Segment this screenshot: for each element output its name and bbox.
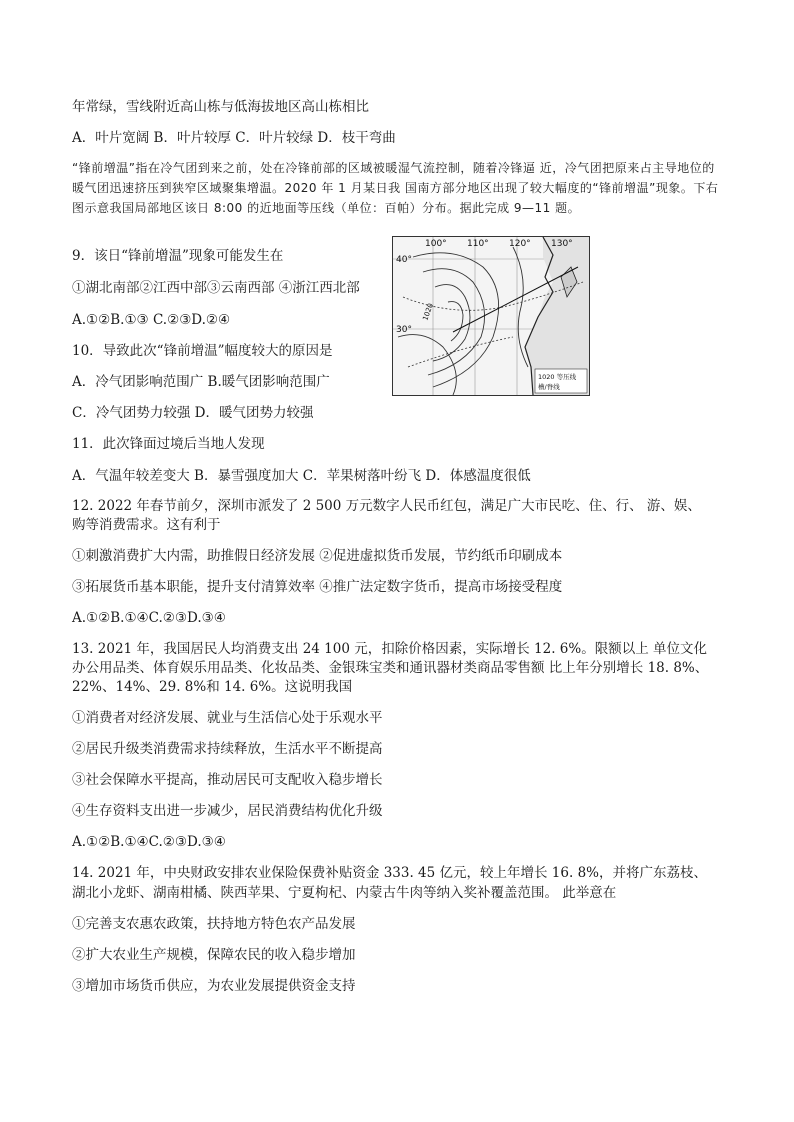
q9-stem: 9．该日“锋前增温”现象可能发生在 — [72, 248, 284, 264]
lat-label-30: 30° — [396, 325, 412, 335]
q14-option-1: ①完善支农惠农政策，扶持地方特色农产品发展 — [72, 916, 356, 932]
q9-options: ①湖北南部②江西中部③云南西部 ④浙江西北部 — [72, 280, 360, 296]
q13-option-3: ③社会保障水平提高，推动居民可支配收入稳步增长 — [72, 772, 383, 788]
lon-label-130: 130° — [551, 239, 573, 249]
q13-stem-cont: 办公用品类、体育娱乐用品类、化妆品类、金银珠宝类和通讯器材类商品零售额 比上年分别增长 18. 8%、 — [72, 660, 709, 676]
q10-options-cd: C．冷气团势力较强 D．暖气团势力较强 — [72, 405, 314, 421]
legend-front: 槽/脊线 — [538, 383, 560, 391]
lat-label-40: 40° — [396, 255, 412, 265]
q12-stem-cont: 购等消费需求。这有利于 — [72, 517, 221, 533]
isobar-map-graphic — [393, 237, 589, 395]
q13-stem-cont2: 22%、14%、29. 8%和 14. 6%。这说明我国 — [72, 679, 353, 695]
q12-option-2: ③拓展货币基本职能，提升支付清算效率 ④推广法定数字货币，提高市场接受程度 — [72, 579, 563, 595]
lon-label-110: 110° — [467, 239, 489, 249]
q12-answers: A.①②B.①④C.②③D.③④ — [72, 610, 226, 626]
q8-options: A．叶片宽阔 B．叶片较厚 C．叶片较绿 D．枝干弯曲 — [72, 130, 396, 146]
q8-stem-tail: 年常绿，雪线附近高山栋与低海拔地区高山栋相比 — [72, 99, 369, 115]
q14-stem-cont: 湖北小龙虾、湖南柑橘、陕西苹果、宁夏枸杞、内蒙古牛肉等纳入奖补覆盖范围。 此举意在 — [72, 885, 617, 901]
q11-stem: 11．此次锋面过境后当地人发现 — [72, 436, 265, 452]
q13-option-4: ④生存资料支出进一步减少，居民消费结构优化升级 — [72, 803, 383, 819]
q14-option-3: ③增加市场货币供应，为农业发展提供资金支持 — [72, 978, 356, 994]
q10-stem: 10．导致此次“锋前增温”幅度较大的原因是 — [72, 343, 333, 359]
isobar-value-label: 1020 — [421, 302, 435, 322]
lon-label-100: 100° — [425, 239, 447, 249]
isobar-map — [392, 236, 590, 396]
q14-option-2: ②扩大农业生产规模，保障农民的收入稳步增加 — [72, 947, 356, 963]
q10-options-ab: A．冷气团影响范围广 B.暖气团影响范围广 — [72, 374, 330, 390]
lon-label-120: 120° — [509, 239, 531, 249]
q14-stem: 14. 2021 年，中央财政安排农业保险保费补贴资金 333. 45 亿元，较上年增长 16. 8%，并将广东荔枝、 — [72, 865, 707, 881]
q13-stem: 13. 2021 年，我国居民人均消费支出 24 100 元，扣除价格因素，实际增长 12. 6%。限额以上 单位文化 — [72, 641, 707, 657]
reading-passage: “锋前增温”指在冷气团到来之前，处在冷锋前部的区域被暖湿气流控制，随着冷锋逼 近，冷气团把原来占主导地位的暖气团迅速挤压到狭窄区域聚集增温。2020 年 1 月某日我 国南方部分地区出现了较大幅度的“锋前增温”现象。下右图示意我国局部地区该日 8:00 的近地面等压线（单位：百帕）分布。据此完成 9—11 题。 — [72, 161, 719, 215]
q13-answers: A.①②B.①④C.②③D.③④ — [72, 834, 226, 850]
q12-stem: 12. 2022 年春节前夕，深圳市派发了 2 500 万元数字人民币红包，满足广大市民吃、住、行、 游、娱、 — [72, 498, 701, 514]
q9-answers: A.①②B.①③ C.②③D.②④ — [72, 312, 231, 328]
q12-option-1: ①刺激消费扩大内需，助推假日经济发展 ②促进虚拟货币发展，节约纸币印刷成本 — [72, 548, 563, 564]
q13-option-1: ①消费者对经济发展、就业与生活信心处于乐观水平 — [72, 710, 383, 726]
q13-option-2: ②居民升级类消费需求持续释放，生活水平不断提高 — [72, 741, 383, 757]
q11-options: A．气温年较差变大 B．暴雪强度加大 C．苹果树落叶纷飞 D．体感温度很低 — [72, 468, 531, 484]
legend-isobar: 1020 等压线 — [538, 373, 577, 381]
